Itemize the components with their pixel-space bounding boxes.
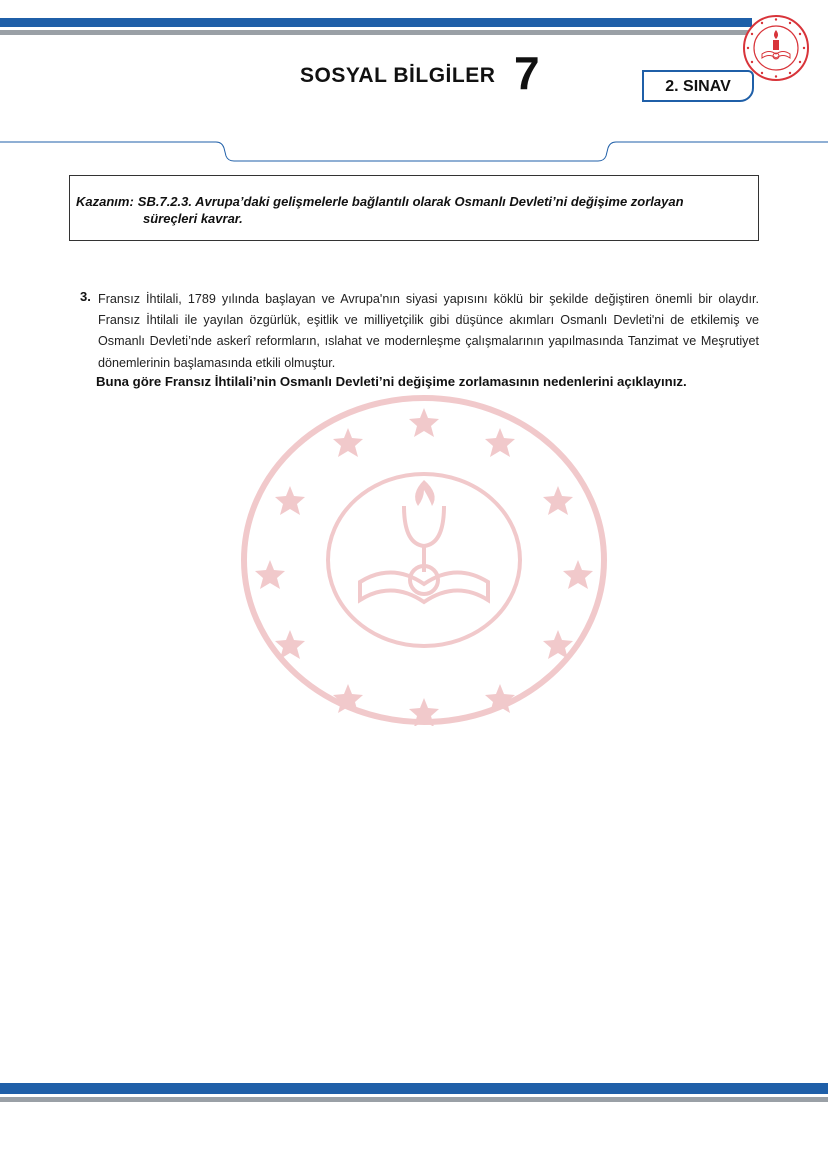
objective-line-1: SB.7.2.3. Avrupa’daki gelişmelerle bağlantılı olarak Osmanlı Devleti’ni değişime zorlayan [137, 194, 684, 209]
top-blue-stripe [0, 18, 752, 27]
question-prompt: Buna göre Fransız İhtilali’nin Osmanlı Devleti’ni değişime zorlamasının nedenlerini açıklayınız. [96, 374, 687, 389]
ministry-seal-icon [742, 14, 810, 82]
bottom-gray-stripe [0, 1097, 828, 1102]
top-gray-stripe [0, 30, 752, 35]
exam-badge [642, 70, 754, 102]
subject-title: SOSYAL BİLGİLER [300, 64, 496, 87]
grade-number: 7 [514, 47, 540, 99]
objective-line-2: süreçleri kavrar. [143, 211, 243, 226]
objective-box [69, 175, 759, 241]
exam-badge-label: 2. SINAV [665, 78, 731, 95]
objective-label: Kazanım: [76, 194, 134, 209]
ministry-watermark-icon [240, 394, 608, 726]
question-number: 3. [80, 289, 91, 304]
bottom-blue-stripe [0, 1083, 828, 1094]
header-divider [0, 138, 828, 168]
question-body: Fransız İhtilali, 1789 yılında başlayan ve Avrupa'nın siyasi yapısını köklü bir şekilde değiştiren önemli bir olaydır. Fransız İhtilali ile yayılan özgürlük, eşitlik ve milliyetçilik gibi düşünce akımları Osmanlı Devleti'ni de etkilemiş ve Osmanlı Devleti’nde askerî reformların, ıslahat ve modernleşme çalışmalarının yapılmasında Tanzimat ve Meşrutiyet dönemlerinin başlamasında etkili olmuştur. [98, 292, 759, 370]
objective-text [76, 193, 746, 227]
